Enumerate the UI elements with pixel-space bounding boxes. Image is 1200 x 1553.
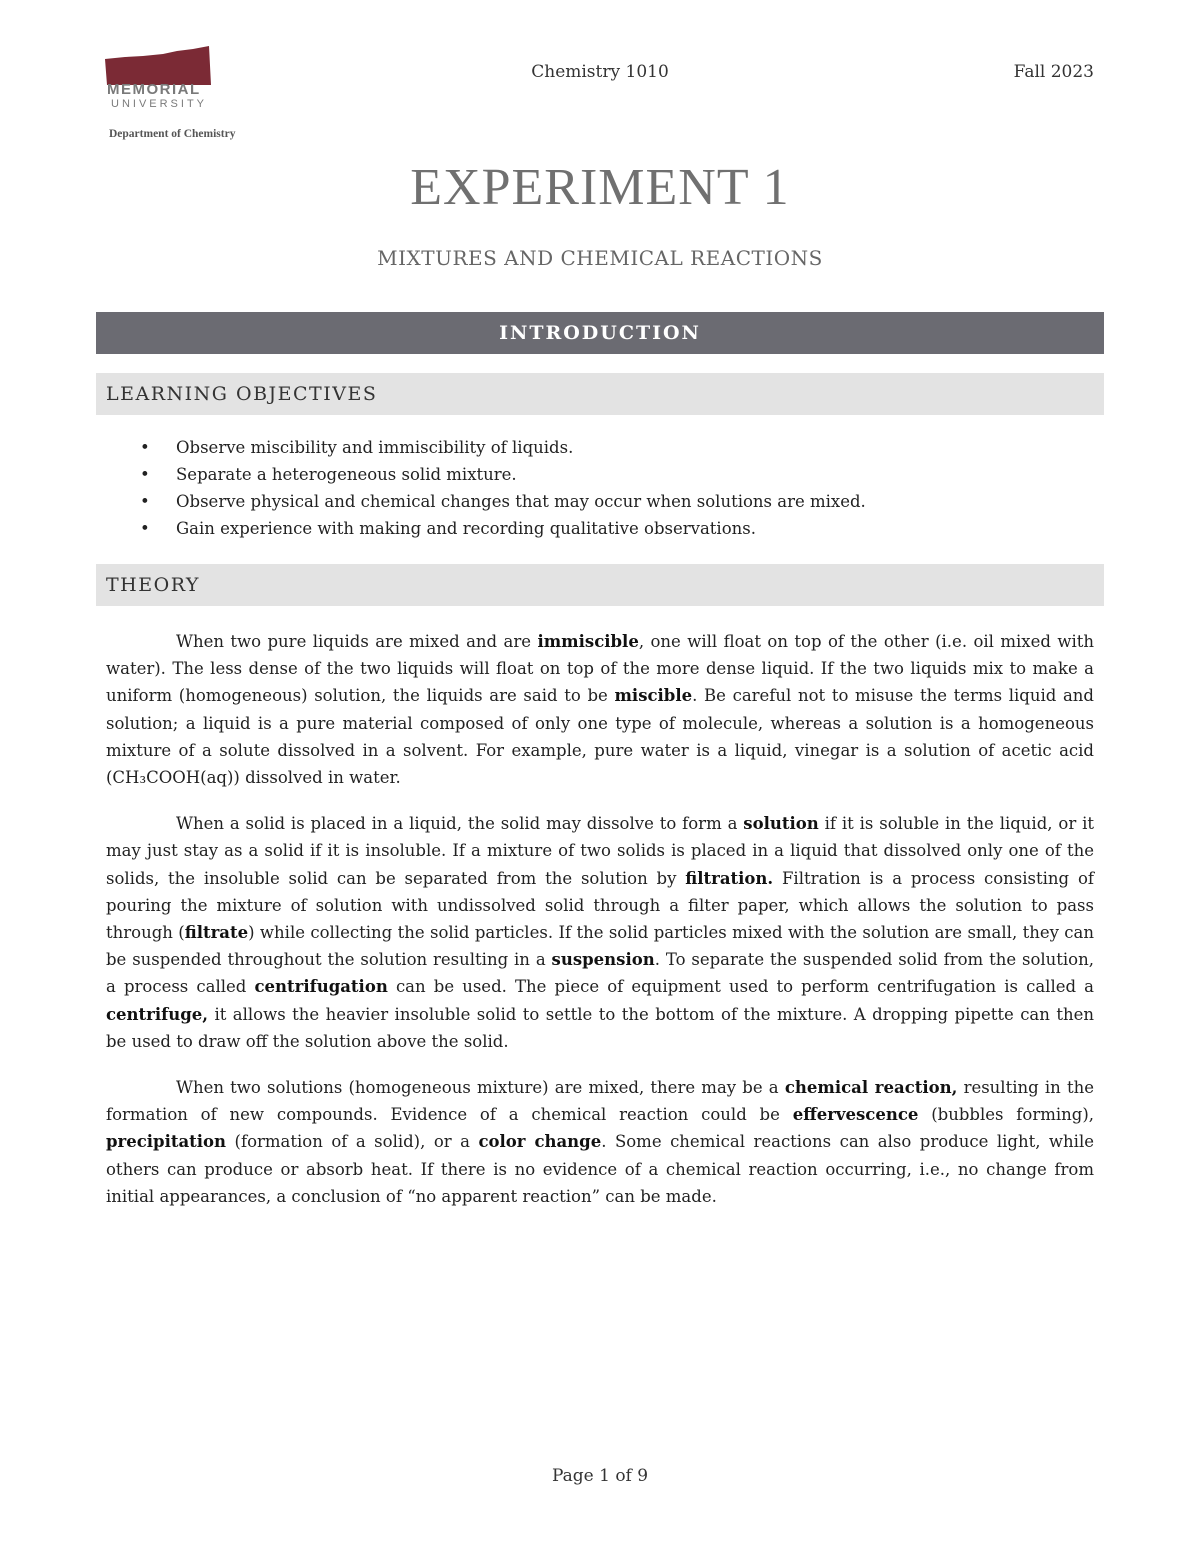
objective-item: • Observe physical and chemical changes that may occur when solutions are mixed. xyxy=(140,490,866,517)
key-term: filtrate xyxy=(184,923,249,943)
theory-text: (bubbles forming), xyxy=(918,1105,1094,1125)
objective-item: • Separate a heterogeneous solid mixture. xyxy=(140,463,866,490)
theory-paragraph xyxy=(106,1074,1094,1210)
key-term: miscible xyxy=(614,686,693,706)
theory-heading: THEORY xyxy=(96,564,1104,606)
department-name: Department of Chemistry xyxy=(109,128,236,140)
key-term: filtration. xyxy=(685,868,774,888)
theory-text: if it is soluble in the liquid, or it may just stay as a solid if it is insoluble. If a mixture of two solids is placed in a liquid that dissolved only one of the solids, the insoluble solid can be separated from the solution by xyxy=(106,814,1094,888)
key-term: color change xyxy=(478,1132,602,1152)
objective-item: • Gain experience with making and recording qualitative observations. xyxy=(140,517,866,544)
memorial-university-logo xyxy=(105,45,255,150)
course-name: Chemistry 1010 xyxy=(531,62,669,82)
key-term: effervescence xyxy=(792,1105,919,1125)
theory-body xyxy=(106,628,1094,1229)
theory-paragraph xyxy=(106,810,1094,1055)
theory-text: , one will float on top of the other (i.e. oil mixed with water). The less dense of the two liquids will float on top of the more dense liquid. If the two liquids mix to make a uniform (homogeneous) solution, the liquids are said to be xyxy=(106,632,1095,706)
introduction-heading: INTRODUCTION xyxy=(96,312,1104,354)
key-term: solution xyxy=(743,814,819,834)
theory-text: When two solutions (homogeneous mixture) are mixed, there may be a xyxy=(176,1078,785,1098)
logo-wordmark-university: UNIVERSITY xyxy=(111,98,208,110)
learning-objectives-list xyxy=(140,436,866,544)
theory-text: (formation of a solid), or a xyxy=(226,1132,479,1152)
learning-objectives-heading: LEARNING OBJECTIVES xyxy=(96,373,1104,415)
logo-wordmark-memorial: MEMORIAL xyxy=(107,81,201,98)
theory-text: . Some chemical reactions can also produce light, while others can produce or absorb heat. If there is no evidence of a chemical reaction occurring, i.e., no change from initial appearances, a conclusion of “no apparent reaction” can be made. xyxy=(106,1132,1094,1206)
theory-text: When a solid is placed in a liquid, the solid may dissolve to form a xyxy=(176,814,744,834)
theory-text: can be used. The piece of equipment used to perform centrifugation is called a xyxy=(387,977,1095,997)
key-term: centrifugation xyxy=(254,977,388,997)
key-term: centrifuge, xyxy=(106,1004,208,1024)
theory-text: it allows the heavier insoluble solid to settle to the bottom of the mixture. A dropping pipette can then be used to draw off the solution above the solid. xyxy=(106,1004,1094,1051)
experiment-title: EXPERIMENT 1 xyxy=(410,159,790,216)
term-label: Fall 2023 xyxy=(1013,62,1094,82)
theory-paragraph xyxy=(106,628,1094,791)
key-term: precipitation xyxy=(106,1132,227,1152)
objective-item: • Observe miscibility and immiscibility of liquids. xyxy=(140,436,866,463)
theory-text: Filtration is a process consisting of pouring the mixture of solution with undissolved solid through a filter paper, which allows the solution to pass through ( xyxy=(106,868,1094,943)
theory-text: resulting in the formation of new compounds. Evidence of a chemical reaction could be xyxy=(106,1078,1094,1125)
theory-text: . Be careful not to misuse the terms liquid and solution; a liquid is a pure material composed of only one type of molecule, whereas a solution is a homogeneous mixture of a solute dissolved in a solvent. For example, pure water is a liquid, vinegar is a solution of acetic acid (CH₃COOH(aq)) dissolved in water. xyxy=(106,686,1094,788)
key-term: immiscible xyxy=(537,632,639,651)
page-number: Page 1 of 9 xyxy=(551,1466,649,1486)
key-term: chemical reaction, xyxy=(784,1078,958,1098)
theory-text: . To separate the suspended solid from the solution, a process called xyxy=(106,950,1094,997)
theory-text: When two pure liquids are mixed and are xyxy=(176,632,538,651)
experiment-subtitle: MIXTURES AND CHEMICAL REACTIONS xyxy=(377,246,823,270)
key-term: suspension xyxy=(551,950,655,970)
theory-text: ) while collecting the solid particles. If the solid particles mixed with the solution are small, they can be suspended throughout the solution resulting in a xyxy=(106,923,1095,970)
